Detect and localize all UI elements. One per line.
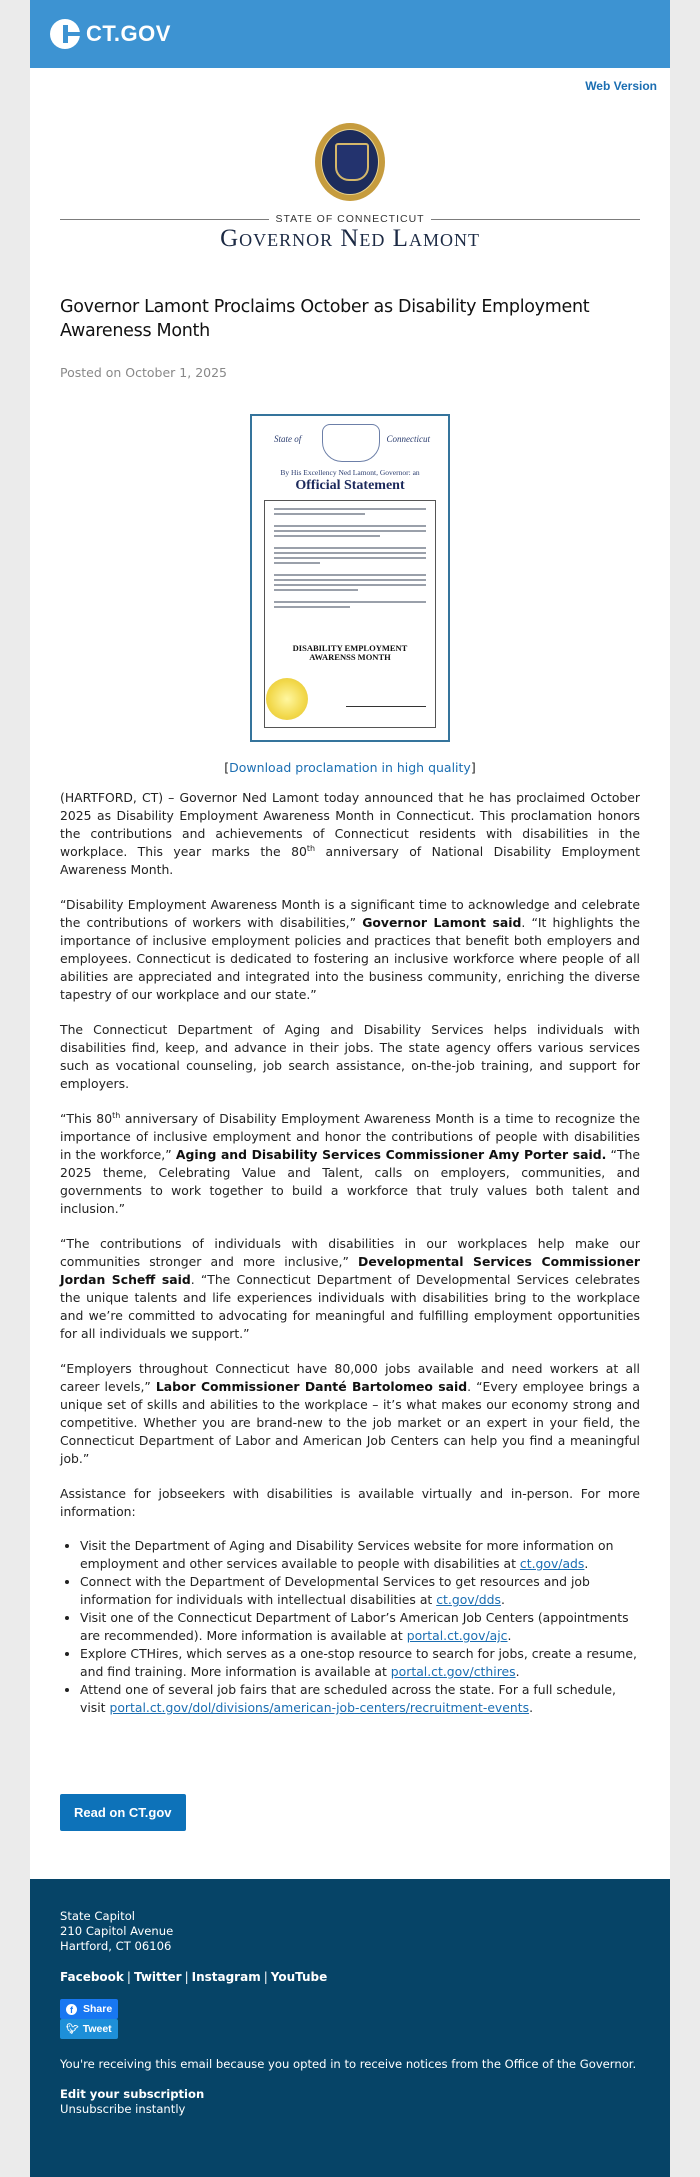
footer (30, 1879, 670, 2177)
list-item: • Visit one of the Connecticut Department of Labor’s American Job Centers (appointments are recommended). More information is available at portal.ct.gov/ajc. (80, 1609, 640, 1645)
list-item: • Visit the Department of Aging and Disability Services website for more information on employment and other services available to people with disabilities at ct.gov/ads. (80, 1537, 640, 1573)
email-container (30, 0, 670, 2177)
address (60, 1909, 640, 1954)
edit-subscription-link[interactable]: Edit your subscription (60, 2087, 205, 2101)
address-line: 210 Capitol Avenue (60, 1924, 174, 1938)
unsubscribe-link[interactable]: Unsubscribe instantly (60, 2102, 186, 2116)
social-links: Facebook | Twitter | Instagram | YouTube (60, 1970, 328, 1984)
address-line: State Capitol (60, 1909, 136, 1923)
download-proclamation-link[interactable]: Download proclamation in high quality (229, 760, 471, 775)
proclamation-state-right: Connecticut (386, 434, 430, 444)
governor-seal-icon (315, 123, 385, 201)
web-version-link[interactable]: Web Version (585, 79, 657, 93)
proclamation-title-line2: AWARENSS MONTH (309, 652, 391, 662)
paragraph-dds-quote: “The contributions of individuals with disabilities in our workplaces help make our communities stronger and more inclusive,” Developmental Services Commissioner Jordan Scheff said. “The Connecticut Department of Developmental Services celebrates the unique talents and life experiences individuals with disabilities bring to the workplace and we’re committed to advocating for meaningful and fulfilling employment opportunities for all individuals we support.” (60, 1236, 641, 1341)
ct-gov-logo[interactable] (50, 19, 171, 49)
proclamation-byline: By His Excellency Ned Lamont, Governor: an (280, 468, 420, 477)
paragraph-assistance: Assistance for jobseekers with disabilities is available virtually and in-person. For more information: (60, 1486, 640, 1519)
divider (431, 219, 640, 220)
bracket-open: [ (224, 760, 230, 775)
tweet-button[interactable]: 🐦︎ Tweet (60, 2019, 118, 2039)
ajc-link[interactable]: portal.ct.gov/ajc (406, 1628, 508, 1643)
list-item: • Connect with the Department of Developmental Services to get resources and job information for individuals with intellectual disabilities at ct.gov/dds. (80, 1573, 640, 1609)
divider (60, 219, 269, 220)
proclamation-state-left: State of (274, 434, 302, 444)
state-label: STATE OF CONNECTICUT (275, 213, 425, 225)
state-of-connecticut-banner (60, 213, 640, 225)
download-proclamation (60, 760, 640, 775)
read-on-ctgov-button[interactable]: Read on CT.gov (60, 1794, 186, 1831)
article-title: Governor Lamont Proclaims October as Disability Employment Awareness Month (60, 297, 590, 341)
top-banner (30, 0, 670, 68)
posted-date: Posted on October 1, 2025 (60, 365, 228, 380)
speaker-amy-porter: Aging and Disability Services Commissioner Amy Porter said. (175, 1147, 607, 1162)
state-crest-icon (322, 424, 380, 462)
proclamation-heading: Official Statement (295, 478, 405, 493)
speaker-dante-bartolomeo: Labor Commissioner Danté Bartolomeo said (155, 1379, 468, 1394)
opt-in-notice: You're receiving this email because you opted in to receive notices from the Office of the Governor. (60, 2057, 637, 2071)
paragraph-intro: (HARTFORD, CT) – Governor Ned Lamont today announced that he has proclaimed October 2025 as Disability Employment Awareness Month in Connecticut. This proclamation honors the contributions and achievements of Connecticut residents with disabilities in the workplace. This year marks the 80th anniversary of National Disability Employment Awareness Month. (60, 790, 640, 877)
dds-link[interactable]: ct.gov/dds (436, 1592, 501, 1607)
instagram-link[interactable]: Instagram (191, 1970, 261, 1984)
list-item: • Attend one of several job fairs that are scheduled across the state. For a full schedule, visit portal.ct.gov/dol/divisions/american-job-centers/recruitment-events. (80, 1681, 640, 1717)
signature-line (346, 706, 426, 707)
governor-name: Governor Ned Lamont (220, 225, 480, 252)
facebook-icon: f (66, 2004, 77, 2015)
resource-list (60, 1537, 640, 1717)
facebook-link[interactable]: Facebook (60, 1970, 124, 1984)
paragraph-ads-quote: “This 80th anniversary of Disability Employment Awareness Month is a time to recognize the importance of inclusive employment and honor the contributions of people with disabilities in the workforce,” Aging and Disability Services Commissioner Amy Porter said. “The 2025 theme, Celebrating Value and Talent, calls on employers, communities, and governments to work together to build a workforce that truly values both talent and inclusion.” (60, 1110, 640, 1216)
paragraph-governor-quote: “Disability Employment Awareness Month is a significant time to acknowledge and celebrate the contributions of workers with disabilities,” Governor Lamont said. “It highlights the importance of inclusive employment policies and practices that benefit both employers and employees. Connecticut is dedicated to fostering an inclusive workforce where people of all abilities are appreciated and integrated into the business community, enriching the diverse tapestry of our workplace and our state.” (60, 897, 641, 1002)
recruitment-events-link[interactable]: portal.ct.gov/dol/divisions/american-job-centers/recruitment-events (109, 1700, 530, 1715)
paragraph-ads-info: The Connecticut Department of Aging and Disability Services helps individuals with disabilities find, keep, and advance in their jobs. The state agency offers various services such as vocational counseling, job search assistance, on-the-job training, and support for employers. (60, 1022, 640, 1091)
gold-seal-icon (266, 678, 308, 720)
speaker-governor: Governor Lamont said (362, 915, 522, 930)
paragraph-labor-quote: “Employers throughout Connecticut have 80,000 jobs available and need workers at all career levels,” Labor Commissioner Danté Bartolomeo said. “Every employee brings a unique set of skills and abilities to the workplace – it’s what makes our economy strong and competitive. Whether you are brand-new to the job market or an expert in your field, the Connecticut Department of Labor and American Job Centers can help you find a meaningful job.” (60, 1361, 640, 1466)
brand-name: CT.GOV (86, 21, 171, 46)
facebook-share-button[interactable]: f Share (60, 1999, 118, 2019)
twitter-link[interactable]: Twitter (133, 1970, 182, 1984)
proclamation-title-line1: DISABILITY EMPLOYMENT (292, 643, 408, 653)
twitter-bird-icon: 🐦︎ (66, 2023, 79, 2035)
address-line: Hartford, CT 06106 (60, 1939, 172, 1953)
speaker-jordan-scheff: Developmental Services Commissioner Jordan Scheff said (60, 1254, 640, 1287)
youtube-link[interactable]: YouTube (270, 1970, 328, 1984)
proclamation-text-lines (274, 508, 426, 611)
list-item: • Explore CTHires, which serves as a one-stop resource to search for jobs, create a resume, and find training. More information is available at portal.ct.gov/cthires. (80, 1645, 640, 1681)
ct-logo-icon (50, 19, 80, 49)
cthires-link[interactable]: portal.ct.gov/cthires (390, 1664, 516, 1679)
bracket-close: ] (470, 760, 476, 775)
proclamation-image[interactable] (250, 414, 450, 742)
ads-link[interactable]: ct.gov/ads (519, 1556, 585, 1571)
